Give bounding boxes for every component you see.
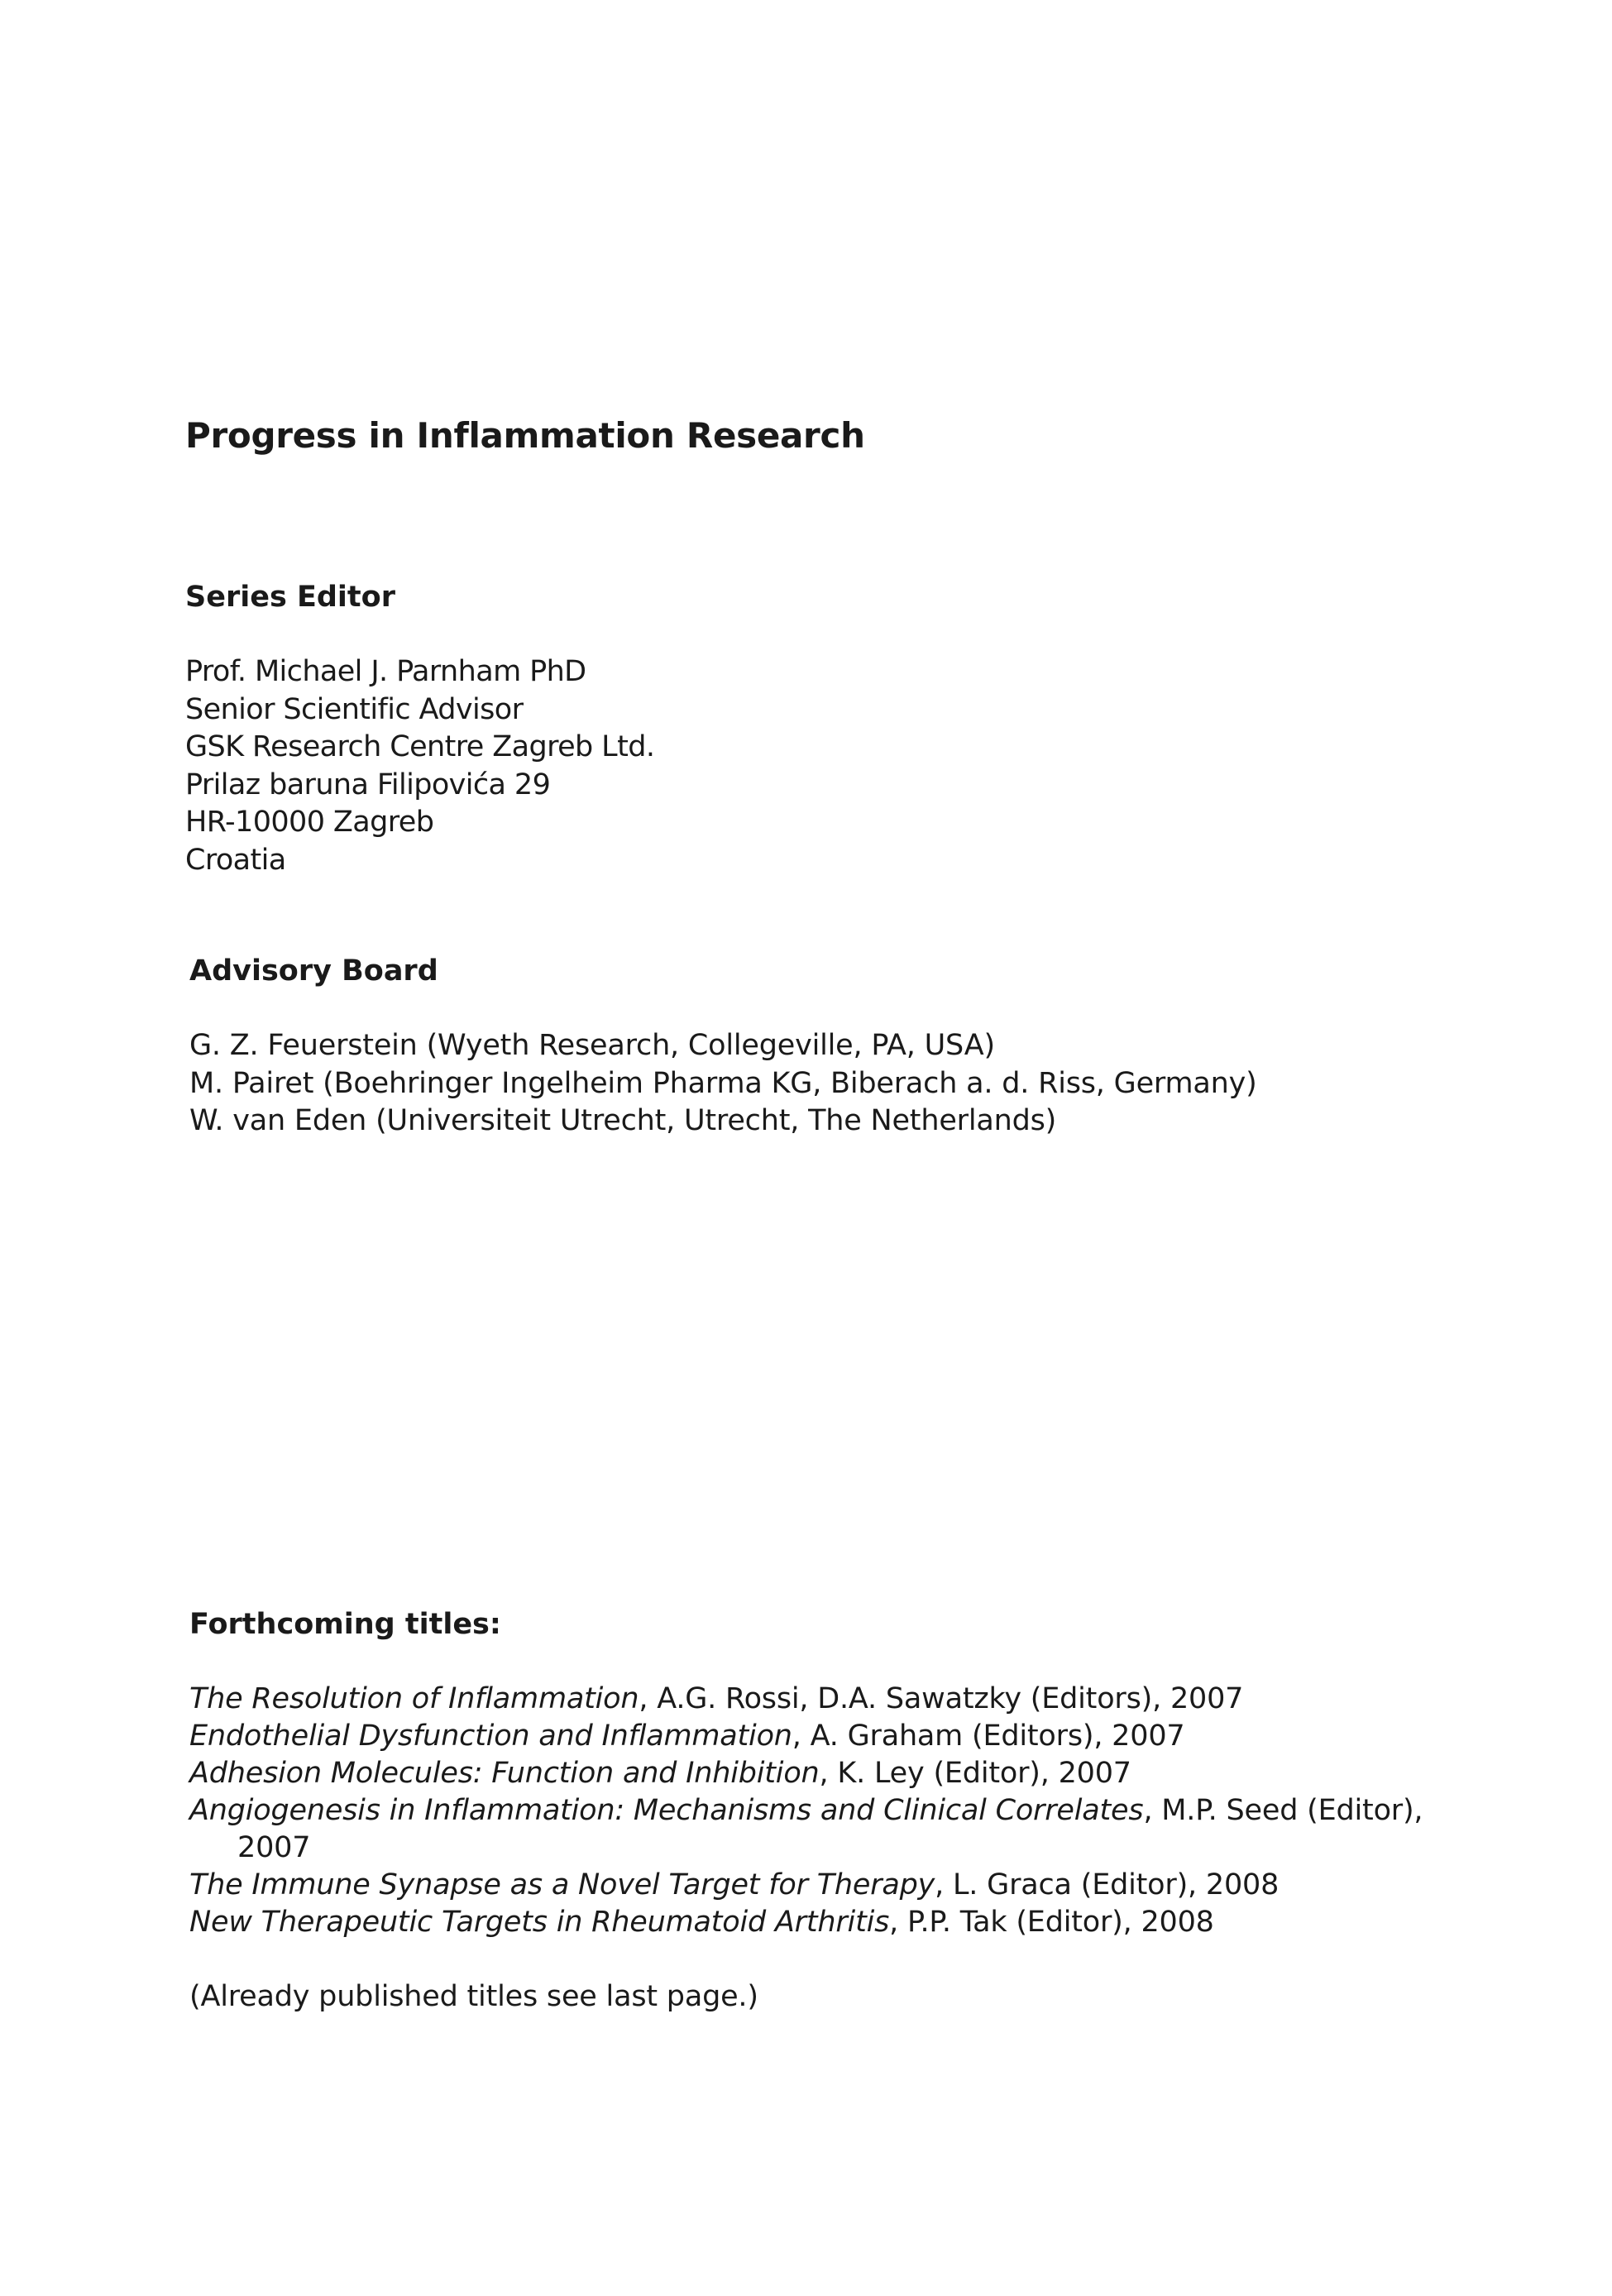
forthcoming-titles-heading: Forthcoming titles: — [189, 1608, 501, 1641]
address-line: GSK Research Centre Zagreb Ltd. — [185, 730, 655, 763]
advisory-member: W. van Eden (Universiteit Utrecht, Utrecht, The Netherlands) — [189, 1104, 1057, 1137]
book-details: , K. Ley (Editor), 2007 — [819, 1757, 1131, 1790]
series-title: Progress in Inflammation Research — [185, 415, 865, 456]
advisory-board-heading: Advisory Board — [189, 954, 438, 988]
address-line: Prilaz baruna Filipovića 29 — [185, 768, 551, 801]
book-title: The Immune Synapse as a Novel Target for Therapy — [189, 1868, 935, 1901]
book-title: The Resolution of Inflammation — [189, 1682, 639, 1715]
advisory-member: M. Pairet (Boehringer Ingelheim Pharma KG, Biberach a. d. Riss, Germany) — [189, 1066, 1257, 1100]
book-details: , A.G. Rossi, D.A. Sawatzky (Editors), 2007 — [639, 1682, 1244, 1715]
already-published-note: (Already published titles see last page.) — [189, 1980, 758, 2013]
address-line: Senior Scientific Advisor — [185, 692, 524, 726]
book-details: , P.P. Tak (Editor), 2008 — [889, 1906, 1214, 1939]
series-editor-heading: Series Editor — [185, 581, 395, 614]
book-title: Endothelial Dysfunction and Inflammation — [189, 1720, 792, 1753]
forthcoming-titles-list — [189, 1681, 1430, 1941]
address-line: Prof. Michael J. Parnham PhD — [185, 655, 586, 688]
book-details: , A. Graham (Editors), 2007 — [792, 1720, 1185, 1753]
advisory-member: G. Z. Feuerstein (Wyeth Research, Collegeville, PA, USA) — [189, 1029, 995, 1062]
book-details: , L. Graca (Editor), 2008 — [935, 1868, 1280, 1901]
book-title: Angiogenesis in Inflammation: Mechanisms and Clinical Correlates — [189, 1794, 1144, 1827]
forthcoming-title-entry — [189, 1755, 1430, 1792]
book-details-continuation: 2007 — [237, 1831, 311, 1864]
forthcoming-title-entry — [189, 1681, 1430, 1718]
address-line: Croatia — [185, 843, 286, 877]
forthcoming-title-entry — [189, 1718, 1430, 1755]
book-title: New Therapeutic Targets in Rheumatoid Arthritis — [189, 1906, 890, 1939]
book-details: , M.P. Seed (Editor), — [1143, 1794, 1423, 1827]
forthcoming-title-entry — [189, 1867, 1430, 1904]
forthcoming-title-entry — [189, 1792, 1430, 1867]
book-title: Adhesion Molecules: Function and Inhibition — [189, 1757, 820, 1790]
forthcoming-title-entry — [189, 1904, 1430, 1941]
advisory-board-list — [189, 1027, 1257, 1141]
address-line: HR-10000 Zagreb — [185, 806, 434, 839]
series-editor-address — [185, 653, 654, 879]
